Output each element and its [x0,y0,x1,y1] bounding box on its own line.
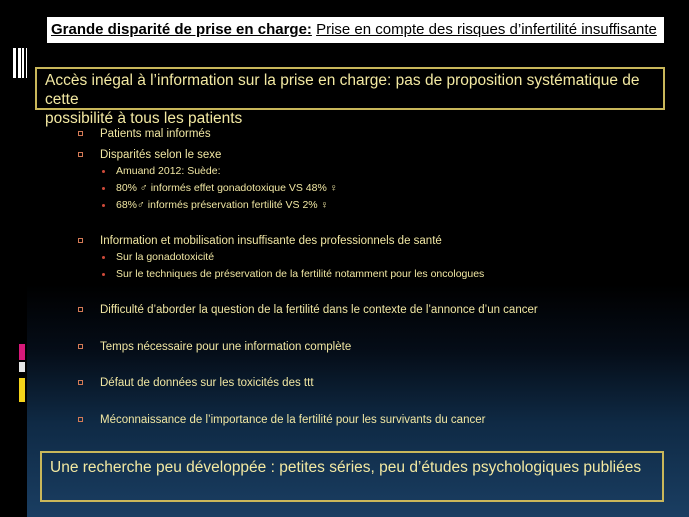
list-item-text: Information et mobilisation insuffisante des professionnels de santé [100,235,442,247]
square-bullet-icon [78,152,83,157]
square-bullet-icon [78,380,83,385]
dot-bullet-icon [102,187,105,190]
list-item-text: Difficulté d’aborder la question de la fertilité dans le contexte de l’annonce d’un cancer [100,304,538,316]
dot-bullet-icon [102,204,105,207]
sub-item-text: 68%♂ informés préservation fertilité VS 2% ♀ [116,199,329,211]
square-bullet-icon [78,307,83,312]
list-item-text: Disparités selon le sexe [100,149,222,161]
list-item-text: Méconnaissance de l’importance de la fertilité pour les survivants du cancer [100,414,486,426]
dot-bullet-icon [102,256,105,259]
decorative-accent-white [19,362,25,372]
dot-bullet-icon [102,170,105,173]
research-box [40,451,664,502]
list-item-text: Temps nécessaire pour une information complète [100,341,352,353]
title-emphasis: Grande disparité de prise en charge: [51,21,312,38]
square-bullet-icon [78,344,83,349]
sub-item-text: Amuand 2012: Suède: [116,165,221,177]
list-item-text: Défaut de données sur les toxicités des ttt [100,377,314,389]
sub-item-text: Sur la gonadotoxicité [116,251,215,263]
square-bullet-icon [78,417,83,422]
box1-line2: possibilité à tous les patients [45,110,243,127]
square-bullet-icon [78,238,83,243]
sub-item-text: 80% ♂ informés effet gonadotoxique VS 48% ♀ [116,182,338,194]
sub-item-text: Sur le techniques de préservation de la fertilité notamment pour les oncologues [116,268,485,280]
list-item-text: Patients mal informés [100,128,211,140]
box1-line1: Accès inégal à l’information sur la prise en charge: pas de proposition systématique de cette [45,72,640,108]
square-bullet-icon [78,131,83,136]
access-information-box [35,67,665,127]
decorative-accent-pink [19,344,25,360]
decorative-accent-yellow [19,378,25,402]
box2-text: Une recherche peu développée : petites séries, peu d’études psychologiques publiées [50,459,642,476]
slide-title [47,17,664,43]
dot-bullet-icon [102,273,105,276]
title-rest: Prise en compte des risques d’infertilité insuffisante [316,21,657,38]
